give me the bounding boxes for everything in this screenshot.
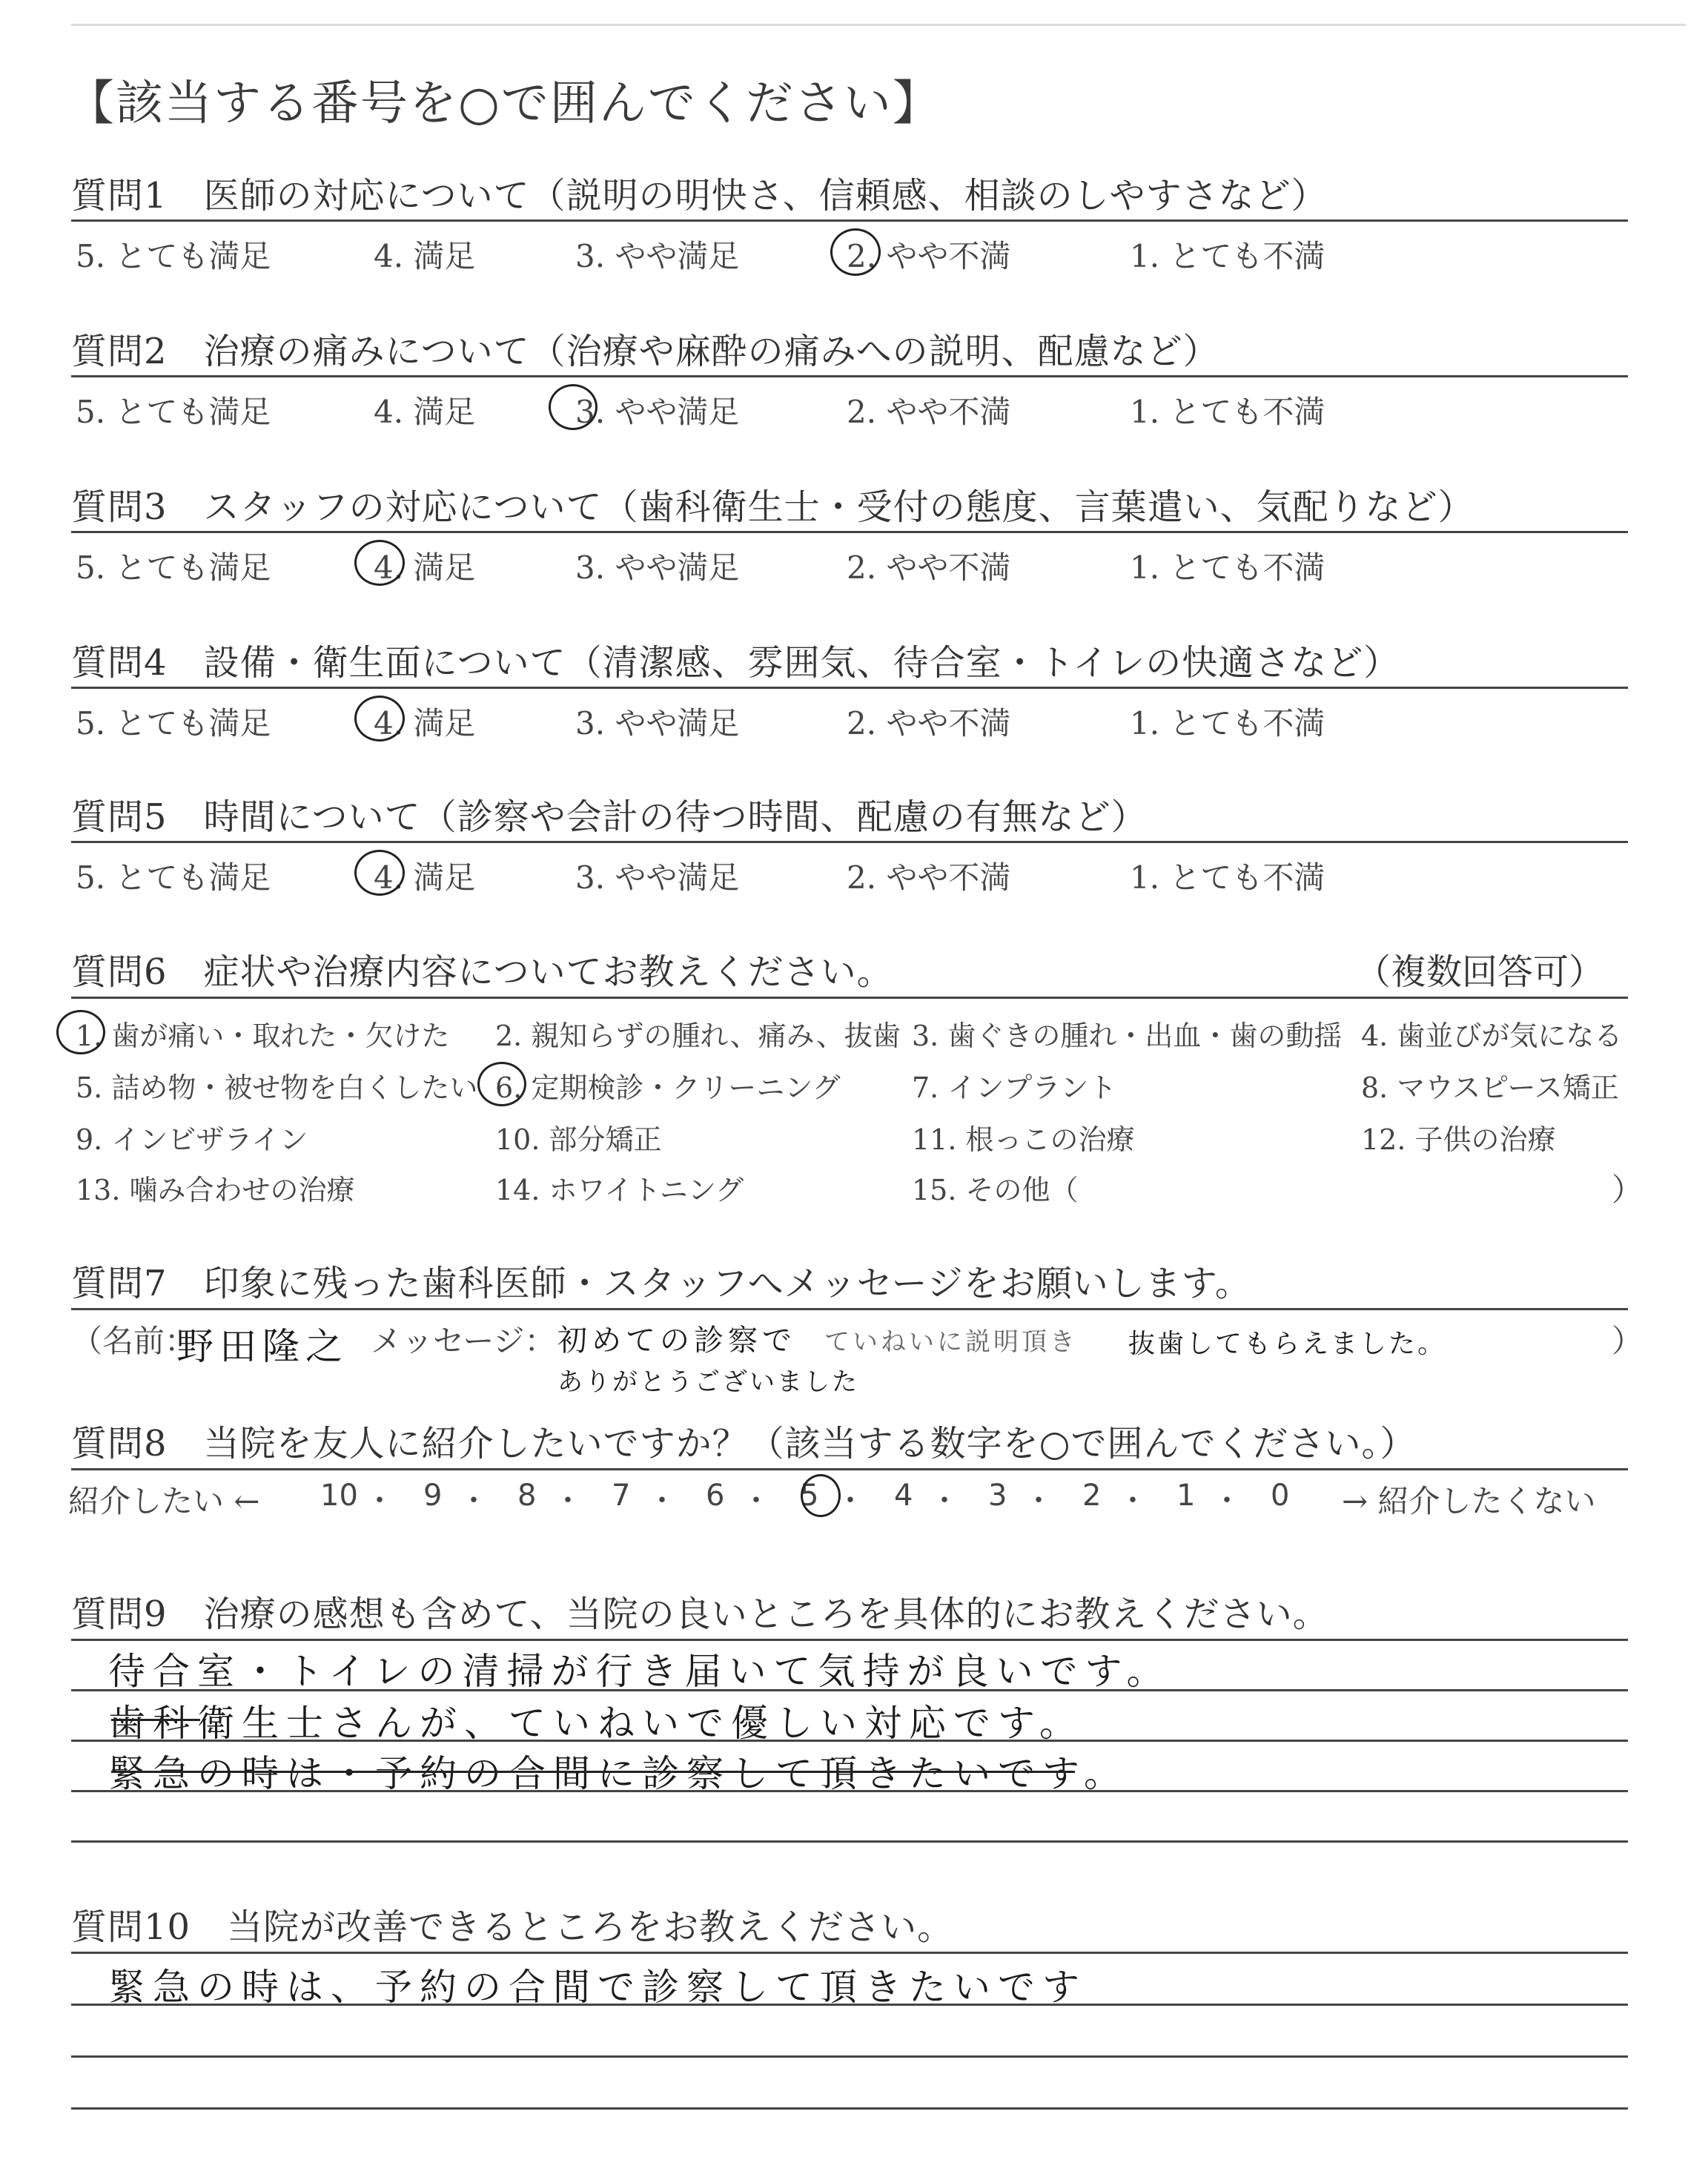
- q6-option-1[interactable]: 1. 歯が痛い・取れた・欠けた: [76, 1020, 450, 1052]
- q6-option-15[interactable]: 15. その他（: [912, 1174, 1079, 1206]
- q7-name-handwritten[interactable]: 野田隆之: [176, 1325, 348, 1368]
- question-2-rule: [71, 375, 1628, 377]
- q5-option-4[interactable]: 4. 満足: [374, 859, 476, 896]
- q9-answer-rule-4: [71, 1840, 1628, 1843]
- q3-option-2[interactable]: 2. やや不満: [847, 549, 1011, 586]
- q4-option-2[interactable]: 2. やや不満: [847, 705, 1011, 742]
- q6-selection-circle-1: [56, 1010, 105, 1054]
- q6-option-10[interactable]: 10. 部分矯正: [495, 1123, 662, 1156]
- q8-scale-6[interactable]: 6: [706, 1479, 725, 1513]
- q6-option-14[interactable]: 14. ホワイトニング: [495, 1174, 744, 1206]
- question-9-rule: [71, 1639, 1628, 1641]
- q8-scale-separator: ・: [930, 1484, 959, 1518]
- q8-right-label: → 紹介したくない: [1342, 1483, 1596, 1519]
- q6-option-2[interactable]: 2. 親知らずの腫れ、痛み、抜歯: [495, 1020, 901, 1052]
- q5-selection-circle: [354, 850, 405, 896]
- question-6-rule: [71, 997, 1628, 999]
- q8-scale-8[interactable]: 8: [517, 1479, 537, 1513]
- q9-answer-line-2[interactable]: 歯科衛生士さんが、ていねいで優しい対応です。: [108, 1702, 1084, 1745]
- question-4-text: 設備・衛生面について（清潔感、雰囲気、待合室・トイレの快適さなど）: [203, 642, 1400, 684]
- q6-selection-circle-6: [477, 1062, 526, 1106]
- q8-scale-9[interactable]: 9: [423, 1479, 443, 1513]
- question-3-heading: [71, 478, 1474, 529]
- top-border: [71, 24, 1686, 26]
- q7-message-label: メッセージ：: [371, 1323, 556, 1359]
- q7-name-label: （名前：: [71, 1323, 196, 1359]
- question-2-heading: [71, 323, 1219, 374]
- q8-scale-7[interactable]: 7: [612, 1479, 631, 1513]
- q9-answer-line-3[interactable]: 緊急の時は・予約の合間に診察して頂きたいです。: [108, 1752, 1128, 1795]
- q4-option-5[interactable]: 5. とても満足: [76, 705, 271, 742]
- q6-option-9[interactable]: 9. インビザライン: [76, 1123, 308, 1156]
- q6-option-11[interactable]: 11. 根っこの治療: [912, 1123, 1135, 1156]
- q3-option-5[interactable]: 5. とても満足: [76, 549, 271, 586]
- q7-message-line1a[interactable]: 初めての診察で: [557, 1324, 796, 1358]
- question-3-text: スタッフの対応について（歯科衛生士・受付の態度、言葉遣い、気配りなど）: [203, 486, 1474, 528]
- q9-strikethrough-1: [111, 1719, 200, 1721]
- question-7-label: 質問7: [71, 1263, 168, 1304]
- q8-scale-1[interactable]: 1: [1176, 1479, 1196, 1513]
- q6-option-8[interactable]: 8. マウスピース矯正: [1361, 1071, 1619, 1104]
- q4-option-3[interactable]: 3. やや満足: [575, 705, 740, 742]
- question-4-heading: [71, 634, 1400, 685]
- q9-answer-line-1[interactable]: 待合室・トイレの清掃が行き届いて気持が良いです。: [108, 1650, 1171, 1693]
- question-3-rule: [71, 531, 1628, 533]
- q1-option-4[interactable]: 4. 満足: [374, 238, 476, 274]
- question-7-rule: [71, 1308, 1628, 1310]
- q9-strikethrough-2: [111, 1771, 1075, 1773]
- question-8-text: 当院を友人に紹介したいですか？（該当する数字を○で囲んでください。）: [203, 1423, 1417, 1464]
- q8-left-label: 紹介したい ←: [68, 1483, 260, 1519]
- q7-message-line1c[interactable]: 抜歯してもらえました。: [1128, 1329, 1447, 1359]
- q10-answer-rule-2: [71, 2055, 1628, 2058]
- q3-option-1[interactable]: 1. とても不満: [1130, 549, 1325, 586]
- q8-scale-2[interactable]: 2: [1082, 1479, 1102, 1513]
- question-6-heading: [71, 943, 893, 994]
- q8-scale-separator: ・: [553, 1484, 583, 1518]
- question-5-text: 時間について（診察や会計の待つ時間、配慮の有無など）: [203, 796, 1148, 838]
- question-6-text: 症状や治療内容についてお教えください。: [203, 951, 893, 993]
- question-7-heading: [71, 1255, 1251, 1306]
- q2-option-4[interactable]: 4. 満足: [374, 394, 476, 430]
- question-10-label: 質問10: [71, 1906, 191, 1948]
- q8-scale-3[interactable]: 3: [988, 1479, 1007, 1513]
- q8-scale-separator: ・: [1024, 1484, 1053, 1518]
- question-6-note: （複数回答可）: [1354, 951, 1604, 993]
- question-5-rule: [71, 841, 1628, 843]
- q8-scale-0[interactable]: 0: [1271, 1479, 1290, 1513]
- question-9-text: 治療の感想も含めて、当院の良いところを具体的にお教えください。: [203, 1593, 1329, 1635]
- q1-option-1[interactable]: 1. とても不満: [1130, 238, 1325, 274]
- q8-scale-separator: ・: [741, 1484, 771, 1518]
- q7-close-paren: ）: [1612, 1323, 1644, 1359]
- question-7-text: 印象に残った歯科医師・スタッフへメッセージをお願いします。: [203, 1263, 1251, 1304]
- q6-option-7[interactable]: 7. インプラント: [912, 1071, 1117, 1104]
- question-4-rule: [71, 687, 1628, 689]
- q4-selection-circle: [354, 696, 405, 742]
- q8-scale-separator: ・: [1118, 1484, 1148, 1518]
- question-3-label: 質問3: [71, 486, 168, 528]
- question-5-heading: [71, 788, 1148, 839]
- q4-option-1[interactable]: 1. とても不満: [1130, 705, 1325, 742]
- q7-message-line1b[interactable]: ていねいに説明頂き: [824, 1327, 1078, 1357]
- q2-selection-circle: [549, 384, 598, 430]
- q2-option-2[interactable]: 2. やや不満: [847, 394, 1011, 430]
- question-8-label: 質問8: [71, 1423, 168, 1464]
- question-8-heading: [71, 1415, 1416, 1466]
- q1-option-3[interactable]: 3. やや満足: [575, 238, 740, 274]
- q6-other-close-paren: ）: [1612, 1172, 1644, 1208]
- q3-selection-circle: [354, 540, 405, 586]
- question-1-text: 医師の対応について（説明の明快さ、信頼感、相談のしやすさなど）: [203, 175, 1328, 217]
- q8-scale-5[interactable]: 5: [800, 1479, 819, 1513]
- q6-option-5[interactable]: 5. 詰め物・被せ物を白くしたい: [76, 1071, 478, 1104]
- question-2-label: 質問2: [71, 331, 168, 372]
- q5-option-2[interactable]: 2. やや不満: [847, 859, 1011, 896]
- question-1-heading: [71, 167, 1328, 218]
- q1-option-5[interactable]: 5. とても満足: [76, 238, 271, 274]
- q1-selection-circle: [830, 228, 881, 276]
- q2-option-3[interactable]: 3. やや満足: [575, 394, 740, 430]
- q2-option-5[interactable]: 5. とても満足: [76, 394, 271, 430]
- q6-option-4[interactable]: 4. 歯並びが気になる: [1361, 1020, 1623, 1052]
- q6-option-6[interactable]: 6. 定期検診・クリーニング: [495, 1071, 841, 1104]
- q8-scale-separator: ・: [1212, 1484, 1242, 1518]
- q3-option-3[interactable]: 3. やや満足: [575, 549, 740, 586]
- q7-message-line2[interactable]: ありがとうございました: [557, 1367, 859, 1397]
- question-4-label: 質問4: [71, 642, 168, 684]
- page-title: 【該当する番号を○で囲んでください】: [67, 76, 941, 131]
- q10-answer-line-1[interactable]: 緊急の時は、予約の合間で診察して頂きたいです: [108, 1966, 1087, 2009]
- q8-scale-separator: ・: [835, 1484, 865, 1518]
- question-10-rule: [71, 1952, 1628, 1954]
- q6-option-13[interactable]: 13. 噛み合わせの治療: [76, 1174, 355, 1206]
- q6-option-3[interactable]: 3. 歯ぐきの腫れ・出血・歯の動揺: [912, 1020, 1343, 1052]
- q6-option-12[interactable]: 12. 子供の治療: [1361, 1123, 1556, 1156]
- question-1-rule: [71, 219, 1628, 222]
- question-5-label: 質問5: [71, 796, 168, 838]
- q8-scale-separator: ・: [459, 1484, 489, 1518]
- q10-answer-rule-3: [71, 2107, 1628, 2110]
- q8-scale-10[interactable]: 10: [320, 1479, 358, 1513]
- q5-option-3[interactable]: 3. やや満足: [575, 859, 740, 896]
- question-8-rule: [71, 1468, 1628, 1470]
- q8-scale-4[interactable]: 4: [894, 1479, 913, 1513]
- q3-option-4[interactable]: 4. 満足: [374, 549, 476, 586]
- q1-option-2[interactable]: 2. やや不満: [847, 238, 1011, 274]
- q5-option-5[interactable]: 5. とても満足: [76, 859, 271, 896]
- question-10-heading: [71, 1898, 953, 1949]
- q8-selection-circle: [801, 1474, 841, 1517]
- question-9-label: 質問9: [71, 1593, 168, 1635]
- q8-scale-separator: ・: [365, 1484, 394, 1518]
- question-9-heading: [71, 1585, 1329, 1636]
- q2-option-1[interactable]: 1. とても不満: [1130, 394, 1325, 430]
- question-1-label: 質問1: [71, 175, 168, 217]
- q8-scale-separator: ・: [647, 1484, 677, 1518]
- question-10-text: 当院が改善できるところをお教えください。: [227, 1906, 954, 1948]
- q5-option-1[interactable]: 1. とても不満: [1130, 859, 1325, 896]
- question-6-label: 質問6: [71, 951, 168, 993]
- q4-option-4[interactable]: 4. 満足: [374, 705, 476, 742]
- question-2-text: 治療の痛みについて（治療や麻酔の痛みへの説明、配慮など）: [203, 331, 1219, 372]
